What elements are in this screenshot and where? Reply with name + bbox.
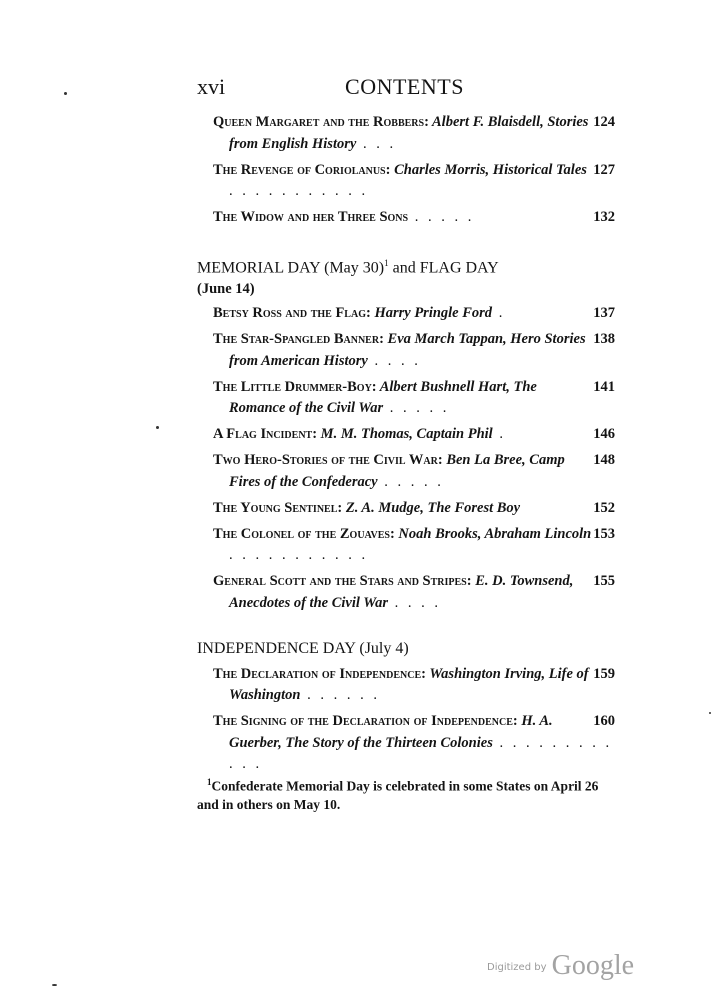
toc-entry <box>197 571 615 614</box>
toc-entry-author: Z. A. Mudge, The Forest Boy <box>342 499 521 516</box>
toc-entry <box>197 711 615 776</box>
toc-entry-page: 132 <box>593 209 615 225</box>
toc-entry-author: Ben La Bree, Camp Fires of the Confederacy <box>229 452 565 490</box>
toc-entry-leader: . <box>492 426 506 443</box>
toc-entry-page: 159 <box>593 665 615 682</box>
toc-entry-page: 138 <box>593 331 615 348</box>
toc-entry-title: The Declaration of Independence: <box>213 665 426 682</box>
toc-entry-author: Washington Irving, Life of Washington <box>229 665 589 704</box>
toc-entry-author: H. A. Guerber, The Story of the Thirteen Colonies <box>229 713 553 751</box>
toc-entry-leader: . . . . <box>367 352 421 369</box>
watermark-prefix: Digitized by <box>487 962 547 973</box>
toc-entry-leader: . . . . . . . . . . . <box>229 547 369 564</box>
toc-entry <box>197 377 615 420</box>
toc-entry <box>197 160 615 203</box>
section-heading-memorial-sub: (June 14) <box>197 281 255 298</box>
toc-entry-title: The Star-Spangled Banner: <box>213 331 384 348</box>
toc-entry <box>197 112 615 155</box>
table-of-contents <box>197 112 615 780</box>
toc-entry-page: 160 <box>593 713 615 730</box>
toc-entry <box>197 450 615 493</box>
toc-entry-page: 124 <box>593 114 615 130</box>
entry-group-memorial <box>197 303 615 614</box>
scan-speck <box>52 984 57 986</box>
page-number: xvi <box>197 74 226 99</box>
footnote <box>197 773 615 814</box>
toc-entry-author: Harry Pringle Ford <box>370 305 493 322</box>
toc-entry-leader: . . . . <box>387 594 441 611</box>
scan-speck <box>156 426 159 429</box>
toc-entry-leader: . . . <box>356 135 397 152</box>
toc-entry-title: The Colonel of the Zouaves: <box>213 525 395 542</box>
toc-entry <box>197 524 615 567</box>
toc-entry-title: The Young Sentinel: <box>213 499 343 516</box>
toc-entry-author: Albert Bushnell Hart, The Romance of the Civil War <box>229 378 537 417</box>
toc-entry-title: General Scott and the Stars and Stripes: <box>213 573 472 590</box>
toc-entry-author: Eva March Tappan, Hero Stories from American History <box>229 331 586 369</box>
toc-entry-title: The Widow and her Three Sons <box>213 209 409 225</box>
toc-entry <box>197 207 615 229</box>
section-heading-memorial-tail: and FLAG DAY <box>388 259 499 277</box>
scan-speck <box>709 712 711 714</box>
toc-entry-author: Albert F. Blaisdell, Stories from English History <box>229 114 589 152</box>
footnote-marker: 1 <box>207 777 212 787</box>
toc-entry-page: 127 <box>593 161 615 178</box>
toc-entry-title: Queen Margaret and the Robbers: <box>213 114 429 130</box>
toc-entry-page: 153 <box>593 525 615 542</box>
toc-entry-author: M. M. Thomas, Captain Phil <box>317 426 493 443</box>
toc-entry-page: 148 <box>593 452 615 469</box>
toc-entry-leader: . . . . . <box>408 209 475 225</box>
toc-entry-author: E. D. Townsend, Anecdotes of the Civil War <box>229 573 574 611</box>
running-head: CONTENTS <box>345 74 464 99</box>
toc-entry <box>197 424 615 446</box>
digitized-watermark <box>487 950 634 982</box>
toc-entry <box>197 329 615 372</box>
footnote-text: Confederate Memorial Day is celebrated in some States on April 26 and in others on May 10. <box>197 778 599 812</box>
scan-speck <box>64 92 67 95</box>
entry-group-top <box>197 112 615 229</box>
toc-entry <box>197 303 615 325</box>
footnote-marker: 1 <box>384 258 389 268</box>
toc-entry-title: Betsy Ross and the Flag: <box>213 305 371 322</box>
toc-entry-title: A Flag Incident: <box>213 426 318 443</box>
section-heading-independence: INDEPENDENCE DAY (July 4) <box>197 639 409 657</box>
toc-entry-author: Charles Morris, Historical Tales <box>390 161 587 178</box>
entry-group-independence <box>197 664 615 776</box>
section-heading-memorial <box>197 252 615 279</box>
toc-entry-leader: . . . . . . <box>300 687 380 704</box>
toc-entry-page: 152 <box>593 499 615 516</box>
toc-entry-title: The Signing of the Declaration of Independence: <box>213 713 518 730</box>
toc-entry-leader: . . . . . . . . . . . <box>229 183 369 199</box>
toc-entry-author: Noah Brooks, Abraham Lincoln <box>394 525 592 542</box>
toc-entry-leader: . <box>492 305 506 322</box>
toc-entry-page: 141 <box>593 378 615 395</box>
toc-entry <box>197 498 615 520</box>
toc-entry <box>197 664 615 707</box>
toc-entry-page: 146 <box>593 426 615 443</box>
toc-entry-leader: . . . . . <box>377 473 444 490</box>
toc-entry-leader: . . . . . <box>383 400 450 417</box>
toc-entry-title: Two Hero-Stories of the Civil War: <box>213 452 443 469</box>
toc-entry-title: The Little Drummer-Boy: <box>213 378 377 395</box>
section-heading-memorial-title: MEMORIAL DAY (May 30) <box>197 259 385 277</box>
toc-entry-page: 155 <box>593 573 615 590</box>
toc-entry-page: 137 <box>593 305 615 322</box>
toc-entry-leader: . . . . . . . . . . . . <box>229 734 613 773</box>
google-logo: Google <box>551 950 635 981</box>
page-header <box>197 74 612 104</box>
toc-entry-title: The Revenge of Coriolanus: <box>213 161 391 178</box>
